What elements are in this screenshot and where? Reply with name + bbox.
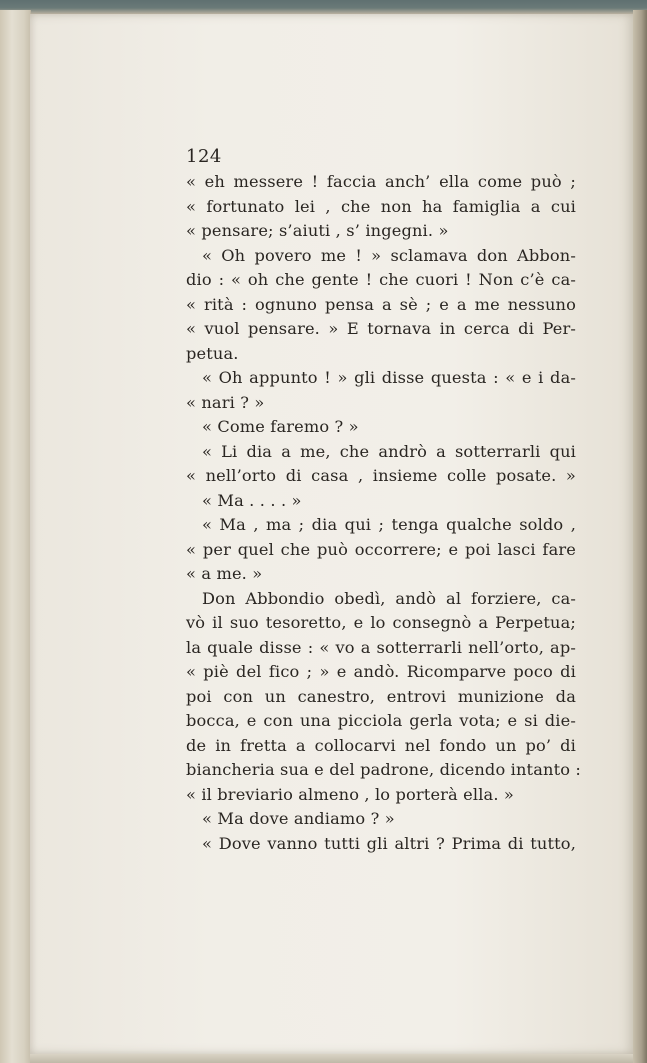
text-line: « vuol pensare. » E tornava in cerca di Per- bbox=[186, 319, 576, 338]
text-line: « Li dia a me, che andrò a sotterrarli qui bbox=[202, 441, 576, 461]
text-line: petua. bbox=[186, 343, 239, 363]
text-line: biancheria sua e del padrone, dicendo intanto : bbox=[186, 760, 582, 779]
page-stack-edge bbox=[633, 10, 647, 1063]
text-line: « a me. » bbox=[186, 564, 263, 583]
text-line: « eh messere ! faccia anch’ ella come può ; bbox=[186, 172, 576, 191]
text-line: dio : « oh che gente ! che cuori ! Non c’è ca- bbox=[186, 270, 576, 289]
text-line: Don Abbondio obedì, andò al forziere, ca- bbox=[202, 588, 576, 608]
text-lines bbox=[186, 170, 582, 856]
binding-edge bbox=[0, 10, 31, 1063]
text-line: « per quel che può occorrere; e poi lasci fare bbox=[186, 539, 576, 559]
text-line: poi con un canestro, entrovi munizione da bbox=[186, 686, 576, 706]
page-number: 124 bbox=[186, 146, 222, 167]
text-line: « Dove vanno tutti gli altri ? Prima di tutto, bbox=[202, 833, 576, 853]
text-line: vò il suo tesoretto, e lo consegnò a Perpetua; bbox=[186, 613, 576, 632]
text-line: la quale disse : « vo a sotterrarli nell’orto, ap- bbox=[186, 637, 576, 657]
text-line: de in fretta a collocarvi nel fondo un po’ di bbox=[186, 735, 576, 755]
page-text bbox=[186, 146, 582, 856]
text-line: « piè del fico ; » e andò. Ricomparve poco di bbox=[186, 662, 576, 681]
bottom-edge bbox=[30, 1054, 633, 1063]
text-line: « Oh povero me ! » sclamava don Abbon- bbox=[202, 245, 576, 265]
text-line: « Ma . . . . » bbox=[202, 490, 302, 510]
text-line: bocca, e con una picciola gerla vota; e si die- bbox=[186, 711, 576, 730]
text-line: « pensare; s’aiuti , s’ ingegni. » bbox=[186, 221, 449, 240]
text-line: « nell’orto di casa , insieme colle posate. » bbox=[186, 466, 576, 485]
text-line: « nari ? » bbox=[186, 392, 265, 412]
text-line: « Ma dove andiamo ? » bbox=[202, 809, 395, 828]
text-line: « rità : ognuno pensa a sè ; e a me nessuno bbox=[186, 294, 576, 314]
text-line: « fortunato lei , che non ha famiglia a cui bbox=[186, 196, 576, 216]
text-line: « il breviario almeno , lo porterà ella. » bbox=[186, 784, 514, 804]
text-line: « Ma , ma ; dia qui ; tenga qualche soldo , bbox=[202, 515, 576, 534]
text-line: « Come faremo ? » bbox=[202, 417, 359, 436]
text-line: « Oh appunto ! » gli disse questa : « e i da- bbox=[202, 368, 576, 387]
